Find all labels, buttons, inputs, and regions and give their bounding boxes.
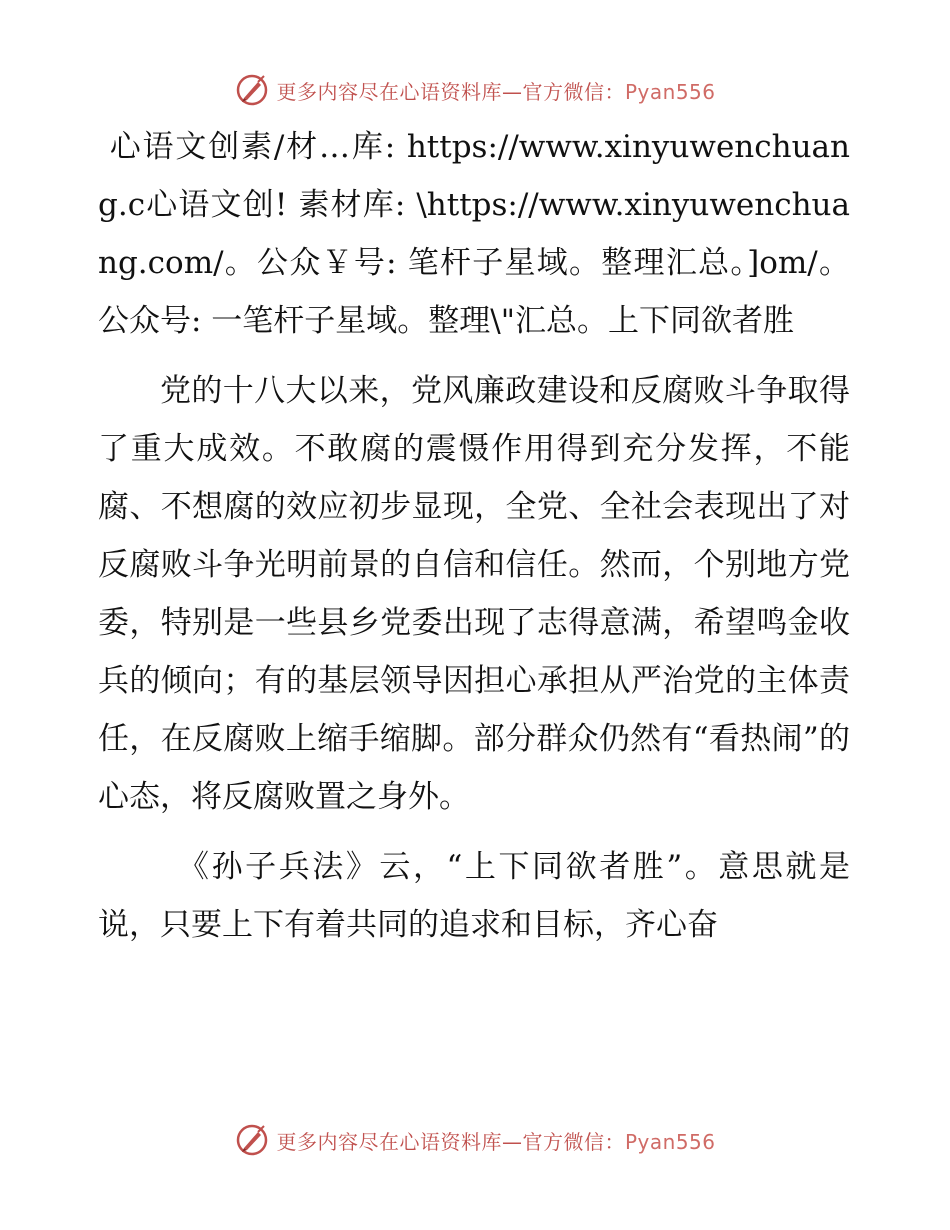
- watermark-label: 更多内容尽在心语资料库—官方微信：: [276, 79, 625, 104]
- watermark-wechat-id: Pyan556: [624, 79, 716, 104]
- quill-pen-logo-icon: [234, 72, 270, 108]
- paragraph-3: 《孙子兵法》云，“上下同欲者胜”。意思就是说，只要上下有着共同的追求和目标，齐心奋: [98, 849, 850, 943]
- footer-watermark: [0, 1120, 950, 1160]
- paragraph-2: 党的十八大以来，党风廉政建设和反腐败斗争取得了重大成效。不敢腐的震慑作用得到充分发挥，不能腐、不想腐的效应初步显现，全党、全社会表现出了对反腐败斗争光明前景的自信和信任。然而，个别地方党委，特别是一些县乡党委出现了志得意满，希望鸣金收兵的倾向；有的基层领导因担心承担从严治党的主体责任，在反腐败上缩手缩脚。部分群众仍然有“看热闹”的心态，将反腐败置之身外。: [98, 373, 850, 815]
- watermark-label: 更多内容尽在心语资料库—官方微信：: [276, 1129, 625, 1154]
- watermark-wechat-id: Pyan556: [624, 1129, 716, 1154]
- header-watermark: [0, 70, 950, 110]
- paragraph-1: 心语文创素/材…库: https://www.xinyuwenchuang.c心语文创! 素材库: \https://www.xinyuwenchuang.com/。公众￥号: 笔杆子星域。整理汇总。]om/。公众号: 一笔杆子星域。整理\"汇总。上下同欲者胜: [98, 129, 850, 339]
- document-body: [98, 118, 850, 954]
- watermark-text: [276, 76, 715, 105]
- watermark-text: [276, 1126, 715, 1155]
- quill-pen-logo-icon: [234, 1122, 270, 1158]
